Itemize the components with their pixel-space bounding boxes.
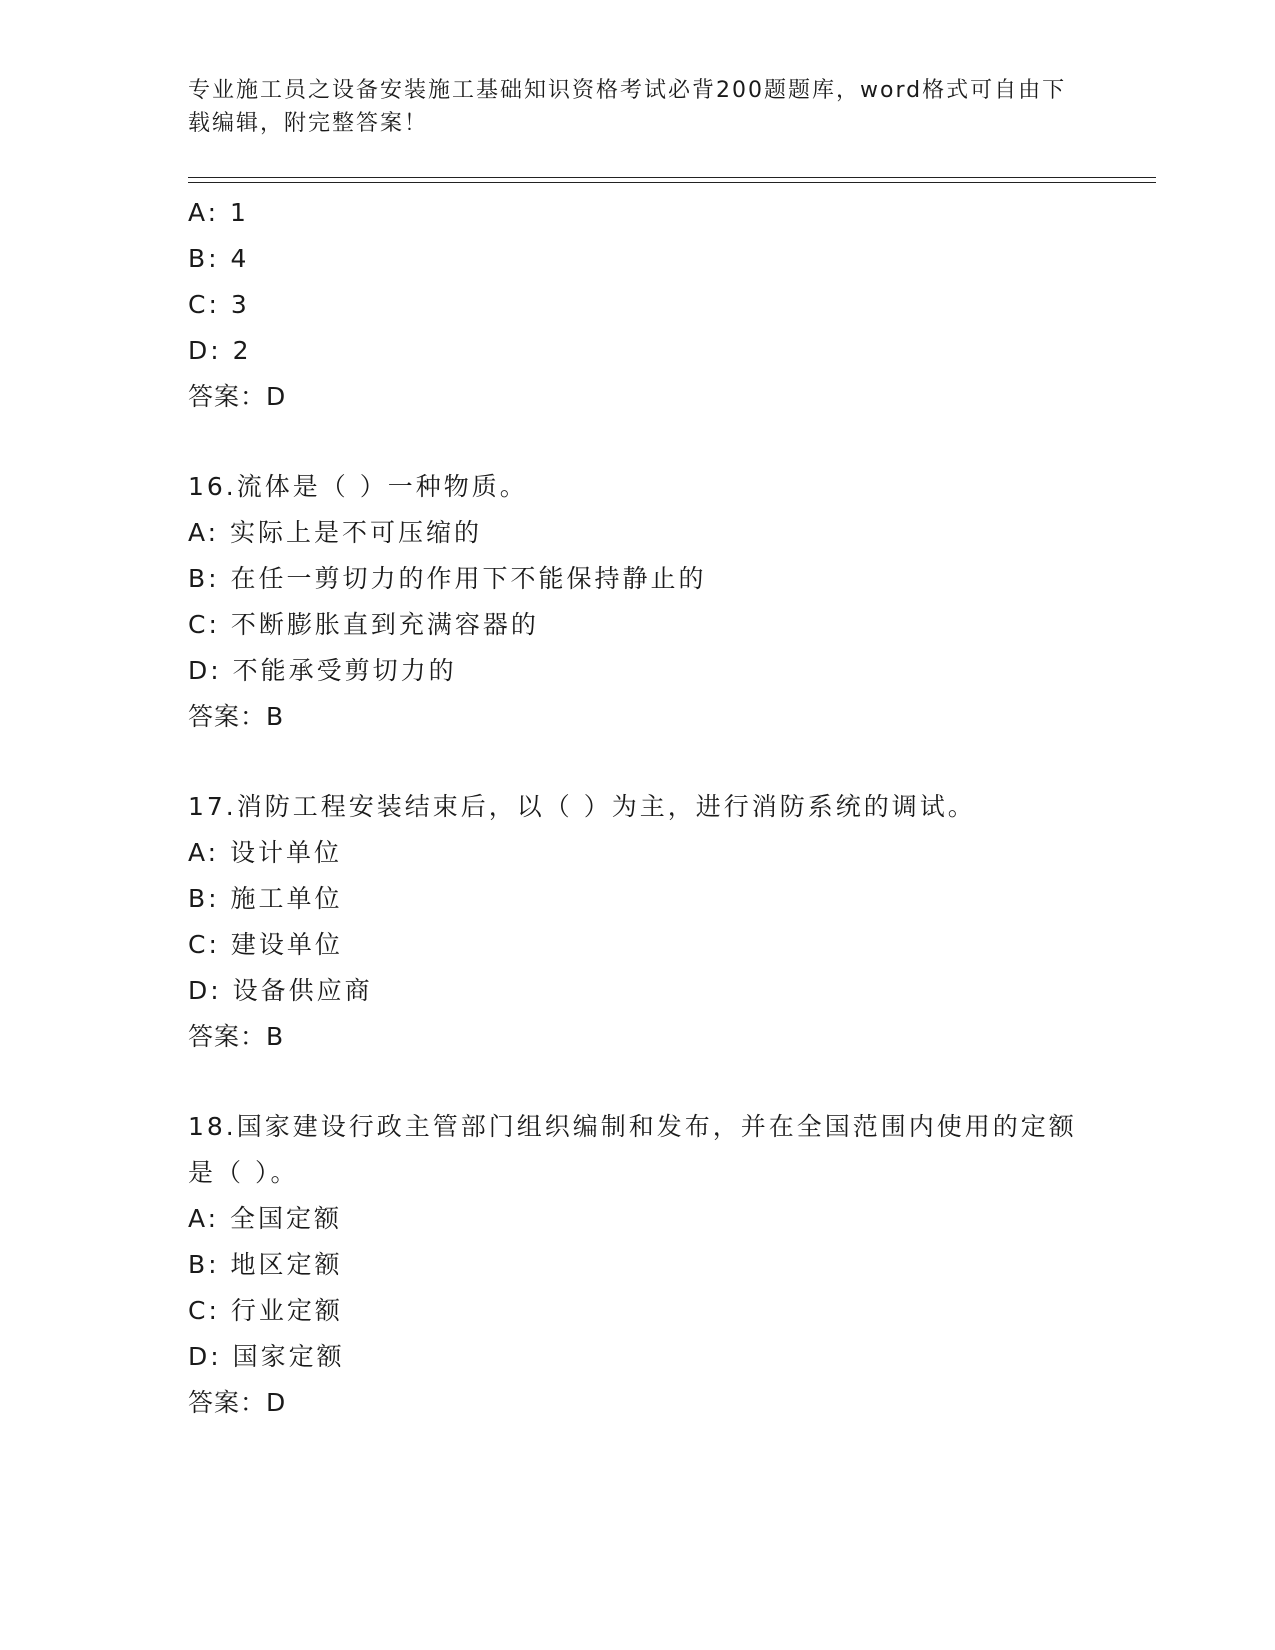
option-b: B: 施工单位 — [188, 884, 343, 913]
option-d: D: 2 — [188, 336, 252, 365]
option-c: C: 3 — [188, 290, 250, 319]
option-d: D: 国家定额 — [188, 1342, 345, 1371]
option-c: C: 行业定额 — [188, 1296, 343, 1325]
previous-question-remainder — [188, 190, 1088, 420]
document-title: 专业施工员之设备安装施工基础知识资格考试必背200题题库，word格式可自由下载编辑，附完整答案！ — [188, 78, 1067, 136]
header-divider-bottom — [188, 182, 1156, 183]
option-b: B: 地区定额 — [188, 1250, 343, 1279]
option-b: B: 在任一剪切力的作用下不能保持静止的 — [188, 564, 707, 593]
question-stem: 16.流体是（ ）一种物质。 — [188, 472, 528, 501]
answer-line: 答案：D — [188, 382, 287, 411]
question-16 — [188, 464, 1088, 740]
option-a: A: 设计单位 — [188, 838, 343, 867]
question-list — [188, 190, 1088, 1426]
option-d: D: 不能承受剪切力的 — [188, 656, 457, 685]
option-c: C: 不断膨胀直到充满容器的 — [188, 610, 539, 639]
question-18 — [188, 1104, 1088, 1426]
option-d: D: 设备供应商 — [188, 976, 373, 1005]
answer-line: 答案：B — [188, 702, 285, 731]
option-a: A: 1 — [188, 198, 249, 227]
answer-line: 答案：D — [188, 1388, 287, 1417]
answer-line: 答案：B — [188, 1022, 285, 1051]
question-17 — [188, 784, 1088, 1060]
question-stem: 17.消防工程安装结束后，以（ ）为主，进行消防系统的调试。 — [188, 792, 976, 821]
option-c: C: 建设单位 — [188, 930, 343, 959]
option-a: A: 全国定额 — [188, 1204, 343, 1233]
option-a: A: 实际上是不可压缩的 — [188, 518, 483, 547]
option-b: B: 4 — [188, 244, 250, 273]
question-stem: 18.国家建设行政主管部门组织编制和发布，并在全国范围内使用的定额是（ ）。 — [188, 1112, 1077, 1187]
header-divider-top — [188, 177, 1156, 178]
